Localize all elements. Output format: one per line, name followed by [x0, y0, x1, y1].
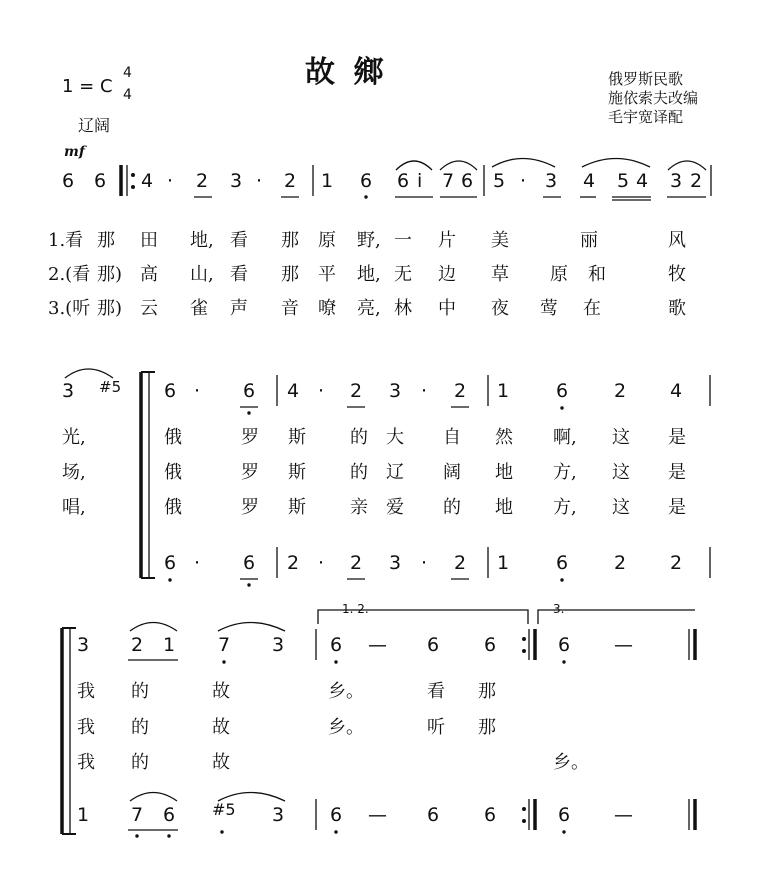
- lyric: 雀: [190, 298, 208, 319]
- harmony-note: 2: [670, 552, 683, 574]
- harmony-note: 6: [330, 804, 343, 826]
- octave-dot: [168, 578, 171, 581]
- lyric: 林: [394, 298, 412, 319]
- octave-dot: [247, 583, 250, 586]
- lyric: 丽: [580, 230, 598, 251]
- note: 2: [690, 170, 703, 192]
- note: 2: [131, 634, 144, 656]
- lyric: 草: [491, 264, 509, 285]
- lyric: 田: [140, 230, 158, 251]
- lyric: 的: [350, 427, 368, 448]
- lyric: 是: [668, 427, 686, 448]
- tempo-marking: 辽阔: [78, 116, 111, 135]
- slur: [582, 159, 650, 168]
- note: 4: [670, 380, 683, 402]
- lyric: 片: [438, 230, 456, 251]
- lyric: 自: [443, 427, 461, 448]
- lyric: 那: [478, 681, 496, 702]
- lyric: 光,: [62, 427, 86, 448]
- repeat-dot: [522, 637, 526, 641]
- repeat-dot: [522, 819, 526, 823]
- lyric: 乡。: [328, 717, 364, 738]
- octave-dot: [562, 830, 565, 833]
- lyric: 的: [350, 462, 368, 483]
- lyric: 平: [318, 264, 336, 285]
- lyric: 的: [131, 717, 149, 738]
- volta-bracket: [538, 610, 695, 624]
- lyric: 这: [612, 462, 630, 483]
- slur: [668, 161, 706, 170]
- lyric: 啊,: [553, 427, 577, 448]
- repeat-dot: [131, 173, 135, 177]
- octave-dot: [364, 195, 367, 198]
- note: 6: [62, 170, 75, 192]
- lyric: 我: [77, 681, 95, 702]
- lyric: 在: [583, 298, 601, 319]
- lyric: 风: [668, 230, 686, 251]
- note: i: [417, 170, 423, 192]
- note: 4: [636, 170, 649, 192]
- lyric: 那: [281, 264, 299, 285]
- note: 6: [360, 170, 373, 192]
- repeat-dot: [522, 649, 526, 653]
- note: 2: [614, 380, 627, 402]
- dot: ·: [256, 170, 263, 192]
- dot: ·: [318, 380, 325, 402]
- note: 6: [484, 634, 497, 656]
- lyric: 是: [668, 462, 686, 483]
- note: 3: [670, 170, 683, 192]
- note: 3: [389, 380, 402, 402]
- lyric: 美: [491, 230, 509, 251]
- harmony-note: 3: [389, 552, 402, 574]
- key-signature: 1 = C: [62, 76, 113, 97]
- harmony-note: 1: [497, 552, 510, 574]
- note: 4: [583, 170, 596, 192]
- slur: [130, 623, 177, 632]
- slur: [440, 161, 477, 170]
- lyric: 原: [318, 230, 336, 251]
- lyric: 这: [612, 427, 630, 448]
- lyric: 这: [612, 497, 630, 518]
- lyric: 地: [495, 462, 513, 483]
- lyric: 和: [588, 264, 606, 285]
- dash: —: [614, 634, 633, 656]
- harmony-note: 2: [350, 552, 363, 574]
- repeat-dot: [131, 185, 135, 189]
- slur: [130, 793, 177, 802]
- lyric: 罗: [241, 462, 259, 483]
- lyric: 那): [97, 298, 123, 319]
- note: 6: [461, 170, 474, 192]
- note: 7: [442, 170, 455, 192]
- lyric: 嘹: [318, 298, 336, 319]
- note: 3: [272, 634, 285, 656]
- volta-bracket: [318, 610, 528, 624]
- lyric: 是: [668, 497, 686, 518]
- note: 6: [243, 380, 256, 402]
- dash: —: [368, 634, 387, 656]
- dot: ·: [194, 380, 201, 402]
- harmony-note: 6: [164, 552, 177, 574]
- lyric: 原: [550, 264, 568, 285]
- harmony-note: 1: [77, 804, 90, 826]
- note: 4: [141, 170, 154, 192]
- lyric: 大: [386, 427, 404, 448]
- lyric: 歌: [668, 298, 686, 319]
- slur: [218, 623, 285, 632]
- lyric: 然: [495, 427, 513, 448]
- slur: [218, 793, 285, 802]
- lyric: 斯: [288, 427, 306, 448]
- time-signature-bottom: 4: [123, 87, 132, 103]
- note: 6: [397, 170, 410, 192]
- dot: ·: [194, 552, 201, 574]
- note: 6: [164, 380, 177, 402]
- note: 3: [545, 170, 558, 192]
- dot: ·: [167, 170, 174, 192]
- lyric: 俄: [164, 462, 182, 483]
- lyric: 中: [438, 298, 456, 319]
- note: 5: [493, 170, 506, 192]
- volta-label-first: 1. 2.: [342, 602, 369, 616]
- harmony-note: 3: [272, 804, 285, 826]
- lyric: 地: [495, 497, 513, 518]
- lyric: 那): [97, 264, 123, 285]
- harmony-note: 7: [131, 804, 144, 826]
- lyric: 辽: [386, 462, 404, 483]
- note: 2: [196, 170, 209, 192]
- lyric: 故: [212, 681, 230, 702]
- harmony-note: 2: [287, 552, 300, 574]
- repeat-dot: [522, 807, 526, 811]
- octave-dot: [167, 834, 170, 837]
- lyric: 无: [394, 264, 412, 285]
- lyric: 亲: [350, 497, 368, 518]
- dot: ·: [421, 552, 428, 574]
- note: 3: [62, 380, 75, 402]
- lyric: 俄: [164, 497, 182, 518]
- lyric: 2.(看: [48, 264, 91, 285]
- lyric: 我: [77, 717, 95, 738]
- note: 6: [94, 170, 107, 192]
- lyric: 云: [140, 298, 158, 319]
- lyric: 方,: [553, 497, 577, 518]
- volta-label-third: 3.: [553, 602, 565, 616]
- note: 2: [454, 380, 467, 402]
- dash: —: [368, 804, 387, 826]
- harmony-note: 6: [484, 804, 497, 826]
- note: 6: [558, 634, 571, 656]
- lyric: 那: [478, 717, 496, 738]
- lyric: 斯: [288, 462, 306, 483]
- lyric: 山,: [190, 264, 214, 285]
- lyric: 爱: [386, 497, 404, 518]
- lyric: 一: [394, 230, 412, 251]
- harmony-note: 6: [556, 552, 569, 574]
- lyric: 唱,: [62, 497, 86, 518]
- slur: [65, 369, 113, 378]
- lyric: 的: [443, 497, 461, 518]
- lyric: 方,: [553, 462, 577, 483]
- lyric: 斯: [288, 497, 306, 518]
- harmony-note: 6: [427, 804, 440, 826]
- lyric: 看: [230, 230, 248, 251]
- dynamic-marking: mf: [64, 144, 85, 160]
- lyric: 夜: [491, 298, 509, 319]
- octave-dot: [334, 830, 337, 833]
- octave-dot: [135, 834, 138, 837]
- lyric: 声: [230, 298, 248, 319]
- harmony-note: 2: [454, 552, 467, 574]
- harmony-note: 6: [163, 804, 176, 826]
- octave-dot: [334, 660, 337, 663]
- note: 2: [350, 380, 363, 402]
- note: 6: [427, 634, 440, 656]
- dot: ·: [318, 552, 325, 574]
- note: 1: [321, 170, 334, 192]
- lyric: 故: [212, 717, 230, 738]
- lyric: 音: [281, 298, 299, 319]
- song-title: 故 鄉: [305, 55, 388, 90]
- lyric: 我: [77, 752, 95, 773]
- note: 3: [77, 634, 90, 656]
- lyric: 罗: [241, 497, 259, 518]
- lyric: 那: [281, 230, 299, 251]
- dot: ·: [520, 170, 527, 192]
- octave-dot: [220, 830, 223, 833]
- dash: —: [614, 804, 633, 826]
- note: 5: [617, 170, 630, 192]
- lyric: 地,: [357, 264, 381, 285]
- note: 3: [230, 170, 243, 192]
- time-signature-top: 4: [123, 65, 132, 81]
- lyric: 3.(听: [48, 298, 91, 319]
- credit-arranger: 施依索夫改编: [608, 89, 699, 107]
- lyric: 边: [438, 264, 456, 285]
- lyric: 亮,: [357, 298, 381, 319]
- slur: [396, 161, 432, 170]
- lyric: 听: [427, 717, 445, 738]
- harmony-note-sharp: #5: [212, 800, 236, 819]
- lyric: 那: [97, 230, 115, 251]
- octave-dot: [560, 406, 563, 409]
- harmony-note: 2: [614, 552, 627, 574]
- note: 7: [218, 634, 231, 656]
- lyric: 的: [131, 681, 149, 702]
- credit-translator: 毛宇宽译配: [608, 108, 684, 126]
- lyric: 阔: [443, 462, 461, 483]
- note: 1: [163, 634, 176, 656]
- credit-origin: 俄罗斯民歌: [608, 70, 684, 88]
- lyric: 场,: [62, 462, 86, 483]
- lyric: 牧: [668, 264, 686, 285]
- lyric: 1.看: [48, 230, 84, 251]
- note: 6: [556, 380, 569, 402]
- note: 2: [284, 170, 297, 192]
- note: 6: [330, 634, 343, 656]
- lyric: 罗: [241, 427, 259, 448]
- harmony-note: 6: [243, 552, 256, 574]
- octave-dot: [222, 660, 225, 663]
- lyric: 莺: [540, 298, 558, 319]
- harmony-note: 6: [558, 804, 571, 826]
- octave-dot: [560, 578, 563, 581]
- lyric: 野,: [357, 230, 381, 251]
- lyric: 看: [427, 681, 445, 702]
- lyric: 地,: [190, 230, 214, 251]
- lyric: 乡。: [328, 681, 364, 702]
- lyric: 看: [230, 264, 248, 285]
- octave-dot: [562, 660, 565, 663]
- lyric: 高: [140, 264, 158, 285]
- octave-dot: [247, 411, 250, 414]
- note-sharp: #5: [99, 378, 122, 396]
- slur: [492, 159, 555, 168]
- lyric: 故: [212, 752, 230, 773]
- lyric: 乡。: [553, 752, 589, 773]
- lyric: 的: [131, 752, 149, 773]
- dot: ·: [421, 380, 428, 402]
- lyric: 俄: [164, 427, 182, 448]
- note: 1: [497, 380, 510, 402]
- note: 4: [287, 380, 300, 402]
